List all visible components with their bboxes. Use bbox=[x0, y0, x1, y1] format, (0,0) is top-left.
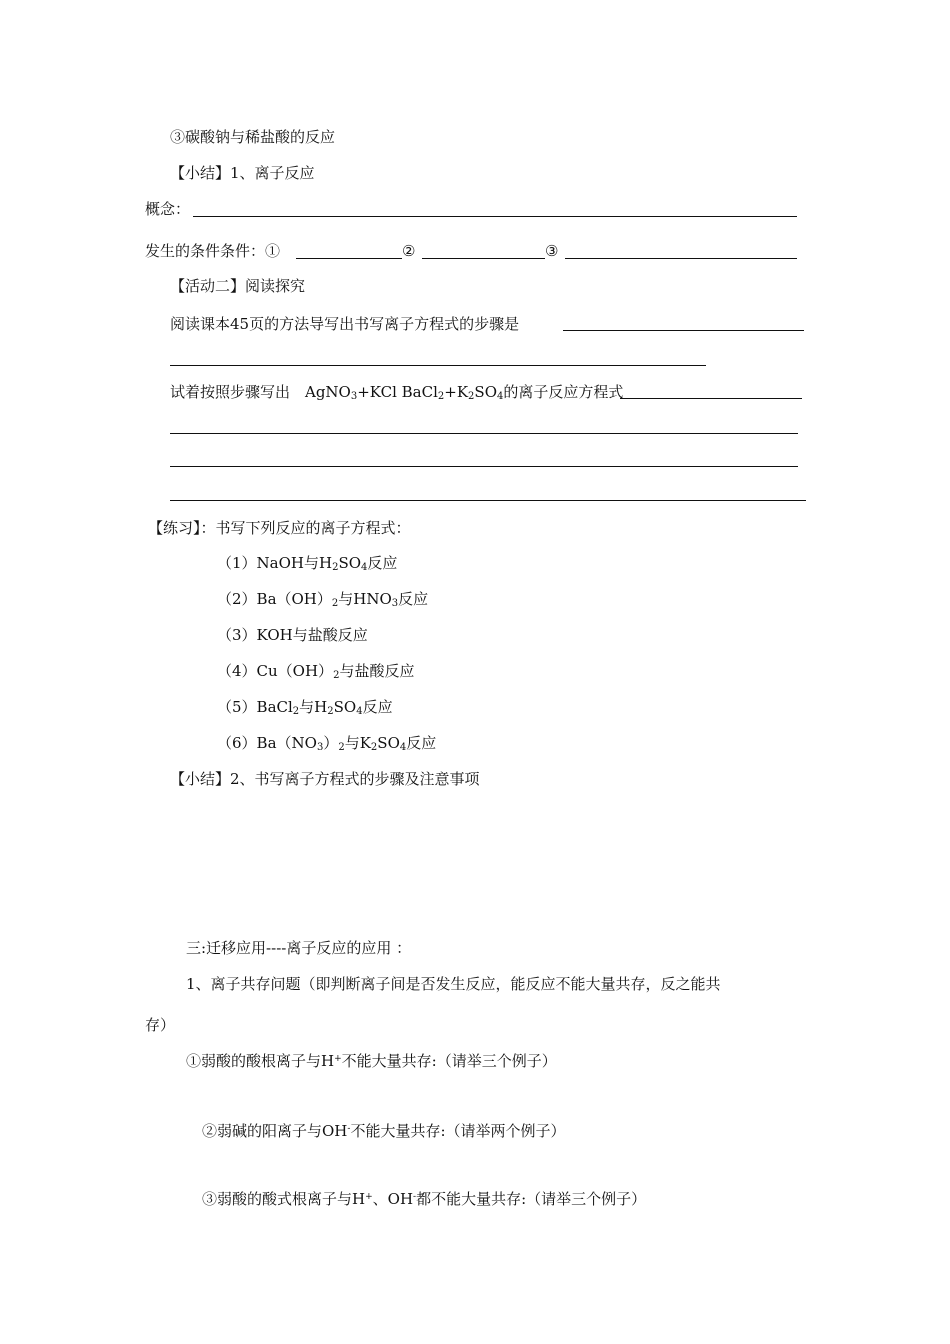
equation-blank-4[interactable] bbox=[170, 500, 806, 501]
summary-2-heading: 【小结】2、书写离子方程式的步骤及注意事项 bbox=[170, 770, 480, 788]
try-equation-prompt: 试着按照步骤写出 AgNO$_3$+KCl $BaCl_2+K_2SO_4$的离子反应方程式 bbox=[170, 383, 624, 402]
practice-item-3: （3）KOH与盐酸反应 bbox=[217, 626, 368, 644]
conditions-label: 发生的条件条件：① bbox=[145, 242, 281, 260]
activity-2-heading: 【活动二】阅读探究 bbox=[170, 277, 306, 295]
practice-item-1: （1）NaOH与$H_2SO_4$反应 bbox=[217, 554, 398, 573]
coexistence-intro-line-1: 1、离子共存问题（即判断离子间是否发生反应，能反应不能大量共存，反之能共 bbox=[186, 975, 721, 993]
equation-blank-1[interactable] bbox=[620, 398, 802, 399]
condition-blank-2[interactable] bbox=[422, 258, 545, 259]
practice-item-5: （5）BaCl$_2$与$H_2SO_4$反应 bbox=[217, 698, 393, 717]
equation-blank-2[interactable] bbox=[170, 433, 798, 434]
coexistence-rule-3: ③弱酸的酸式根离子与H+、OH-都不能大量共存:（请举三个例子） bbox=[202, 1190, 647, 1208]
item-3-sodium-carbonate: ③碳酸钠与稀盐酸的反应 bbox=[170, 128, 336, 146]
practice-item-6: $(6)Ba(NO_3)_2$与$K_2SO_4$反应 bbox=[217, 734, 437, 753]
condition-blank-3[interactable] bbox=[565, 258, 797, 259]
summary-1-heading: 【小结】1、离子反应 bbox=[170, 164, 315, 182]
condition-3-label: ③ bbox=[545, 242, 559, 260]
section-3-heading: 三:迁移应用----离子反应的应用 ： bbox=[186, 939, 412, 957]
condition-blank-1[interactable] bbox=[296, 258, 402, 259]
practice-heading: 【练习】：书写下列反应的离子方程式： bbox=[148, 519, 411, 537]
practice-item-2: $(2)Ba(OH)_2$与$HNO_3$反应 bbox=[217, 590, 429, 609]
coexistence-intro-line-2: 存） bbox=[145, 1016, 176, 1034]
coexistence-rule-1: ①弱酸的酸根离子与H+不能大量共存:（请举三个例子） bbox=[186, 1052, 557, 1070]
reading-prompt: 阅读课本45页的方法导写出书写离子方程式的步骤是 bbox=[170, 315, 520, 333]
equation-blank-3[interactable] bbox=[170, 466, 798, 467]
concept-label: 概念： bbox=[145, 200, 191, 218]
practice-item-4: $(4)Cu(OH)_2$与盐酸反应 bbox=[217, 662, 415, 681]
coexistence-rule-2: ②弱碱的阳离子与OH-不能大量共存:（请举两个例子） bbox=[202, 1122, 566, 1140]
steps-blank-2[interactable] bbox=[170, 365, 706, 366]
steps-blank-1[interactable] bbox=[563, 330, 804, 331]
concept-blank[interactable] bbox=[193, 216, 797, 217]
condition-2-label: ② bbox=[402, 242, 416, 260]
